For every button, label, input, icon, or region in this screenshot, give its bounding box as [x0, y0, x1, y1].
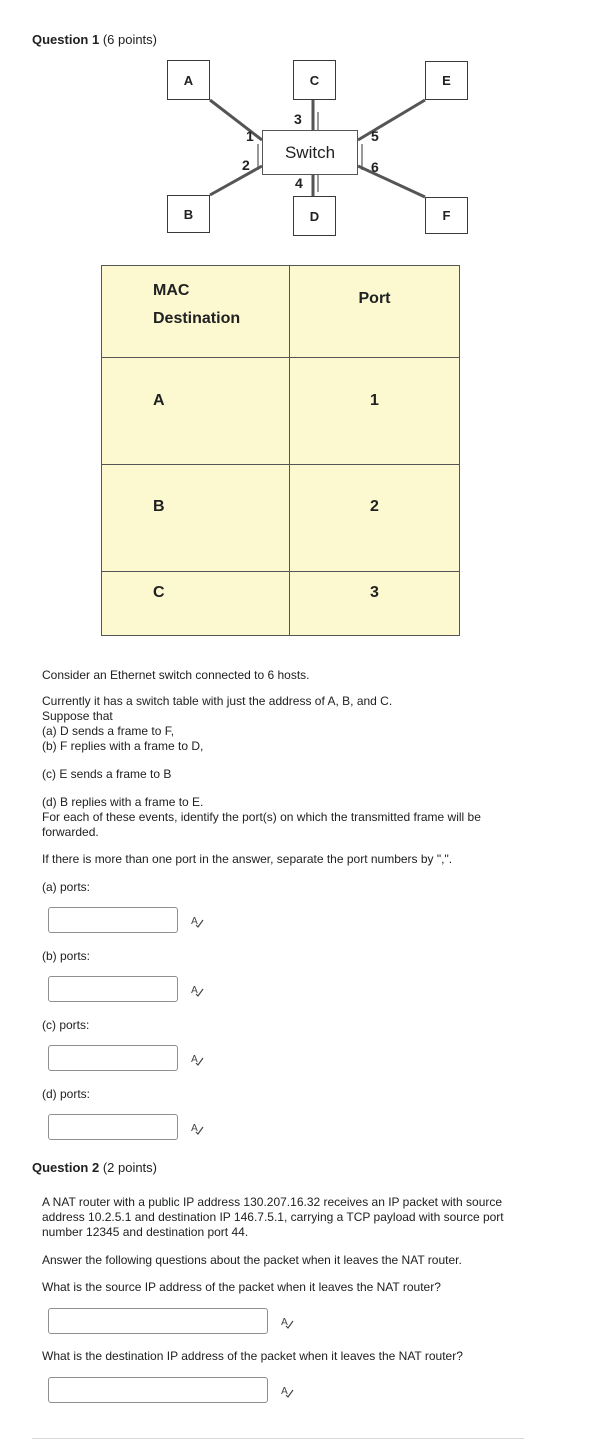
link-f	[358, 166, 425, 197]
answer-b-label: (b) ports:	[42, 949, 91, 963]
port-label-2: 2	[242, 157, 250, 173]
question-2-header	[32, 1160, 157, 1175]
q1-scenario	[42, 694, 532, 754]
spell-check-icon[interactable]	[190, 914, 204, 928]
question-points: (2 points)	[102, 1160, 158, 1175]
switch-table	[101, 265, 460, 636]
answer-d-input[interactable]	[48, 1114, 178, 1140]
q1-event-d	[42, 795, 532, 840]
table-header-row	[102, 266, 460, 358]
q2-source-question: What is the source IP address of the packet when it leaves the NAT router?	[42, 1280, 441, 1294]
host-f: F	[425, 197, 468, 234]
svg-text:A: A	[281, 1386, 288, 1397]
q2-instruction: Answer the following questions about the packet when it leaves the NAT router.	[42, 1253, 462, 1267]
scenario-line: Suppose that	[42, 709, 113, 723]
answer-d-label: (d) ports:	[42, 1087, 91, 1101]
spell-check-icon[interactable]	[280, 1315, 294, 1329]
switch-box: Switch	[262, 130, 358, 175]
svg-text:A: A	[191, 985, 198, 996]
host-b: B	[167, 195, 210, 233]
host-c: C	[293, 60, 336, 100]
q1-instruction: If there is more than one port in the answer, separate the port numbers by ",".	[42, 852, 453, 866]
spell-check-icon[interactable]	[190, 1121, 204, 1135]
cell-port: 1	[290, 358, 460, 465]
scenario-line: (a) D sends a frame to F,	[42, 724, 175, 738]
scenario-line: For each of these events, identify the port(s) on which the transmitted frame will be forwarded.	[42, 810, 481, 839]
cell-mac: B	[102, 465, 290, 572]
port-label-6: 6	[371, 159, 379, 175]
scenario-line: (d) B replies with a frame to E.	[42, 795, 204, 809]
dest-ip-input[interactable]	[48, 1377, 268, 1403]
cell-port: 3	[290, 572, 460, 636]
svg-text:A: A	[191, 1054, 198, 1065]
table-row	[102, 572, 460, 636]
q2-dest-question: What is the destination IP address of the packet when it leaves the NAT router?	[42, 1349, 463, 1363]
svg-text:A: A	[191, 1123, 198, 1134]
question-title: Question 2	[32, 1160, 100, 1175]
port-label-1: 1	[246, 128, 254, 144]
host-d: D	[293, 196, 336, 236]
header-mac-destination: MAC Destination	[102, 266, 290, 358]
port-label-3: 3	[294, 111, 302, 127]
answer-a-label: (a) ports:	[42, 880, 91, 894]
answer-b-input[interactable]	[48, 976, 178, 1002]
divider	[32, 1438, 524, 1439]
cell-mac: A	[102, 358, 290, 465]
spell-check-icon[interactable]	[280, 1384, 294, 1398]
link-a	[210, 100, 262, 140]
cell-mac: C	[102, 572, 290, 636]
answer-a-input[interactable]	[48, 907, 178, 933]
svg-text:A: A	[191, 916, 198, 927]
link-b	[210, 166, 262, 195]
source-ip-input[interactable]	[48, 1308, 268, 1334]
answer-c-label: (c) ports:	[42, 1018, 90, 1032]
host-a: A	[167, 60, 210, 100]
header-port: Port	[290, 266, 460, 358]
cell-port: 2	[290, 465, 460, 572]
port-label-5: 5	[371, 128, 379, 144]
table-row	[102, 465, 460, 572]
svg-text:A: A	[281, 1317, 288, 1328]
q1-event-c: (c) E sends a frame to B	[42, 767, 172, 781]
link-e	[358, 100, 425, 140]
scenario-line: Currently it has a switch table with just the address of A, B, and C.	[42, 694, 393, 708]
question-title: Question 1	[32, 32, 100, 47]
question-points: (6 points)	[102, 32, 158, 47]
scenario-line: (b) F replies with a frame to D,	[42, 739, 204, 753]
spell-check-icon[interactable]	[190, 1052, 204, 1066]
host-e: E	[425, 61, 468, 100]
port-label-4: 4	[295, 175, 303, 191]
spell-check-icon[interactable]	[190, 983, 204, 997]
table-row	[102, 358, 460, 465]
answer-c-input[interactable]	[48, 1045, 178, 1071]
q2-scenario: A NAT router with a public IP address 130.207.16.32 receives an IP packet with source address 10.2.5.1 and destination IP 146.7.5.1, carrying a TCP payload with source port number 12345 and destination port 44.	[42, 1195, 504, 1239]
q1-intro: Consider an Ethernet switch connected to 6 hosts.	[42, 668, 310, 682]
